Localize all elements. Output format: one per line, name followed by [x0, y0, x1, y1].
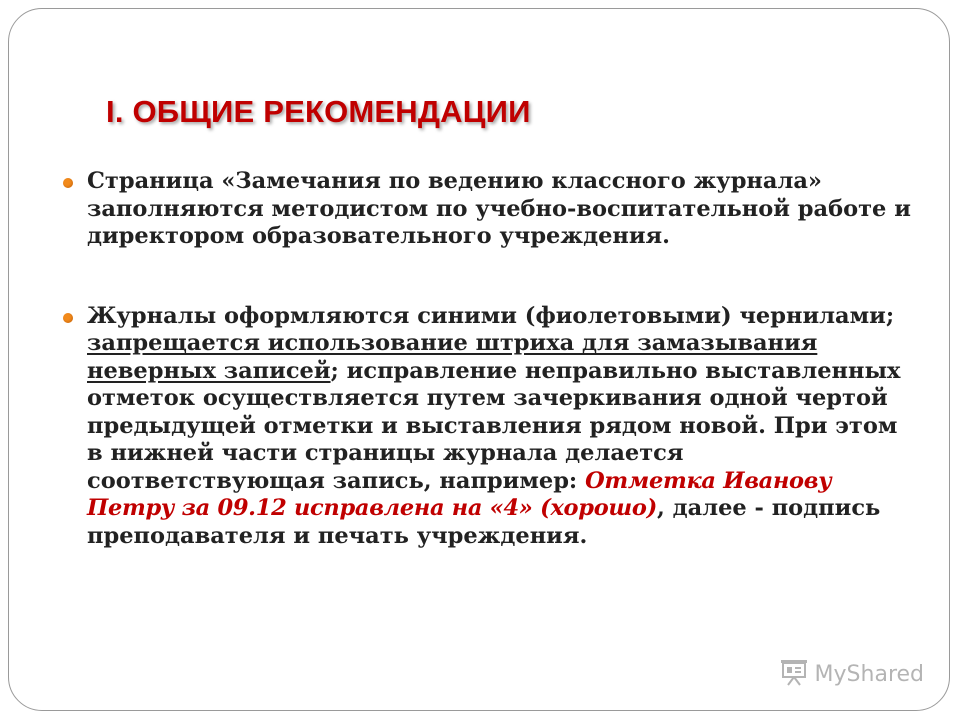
projector-screen-icon	[779, 658, 809, 690]
bullet-dot-icon	[63, 178, 73, 188]
bullet-dot-icon	[63, 313, 73, 323]
example-note: Отметка Иванову Петру за 09.12 исправлена на «4» (хорошо)	[87, 467, 832, 521]
bullet-text-start: Журналы оформляются синими (фиолетовыми) чернилами;	[87, 302, 895, 329]
bullet-text-end: , далее - подпись преподавателя и печать учреждения.	[87, 495, 881, 549]
bullet-list	[60, 168, 920, 550]
watermark-text: MyShared	[814, 661, 924, 687]
underlined-rule-text: запрещается использование штриха для замазывания неверных записей	[87, 330, 818, 384]
bullet-item-1	[60, 168, 920, 251]
watermark	[779, 658, 924, 690]
bullet-text: Страница «Замечания по ведению классного журнала» заполняются методистом по учебно-воспитательной работе и директором образовательного учреждения.	[87, 168, 911, 249]
slide-title: I. ОБЩИЕ РЕКОМЕНДАЦИИ	[106, 94, 531, 129]
bullet-item-2	[60, 303, 920, 551]
bullet-text-middle: ; исправление неправильно выставленных отметок осуществляется путем зачеркивания одной чертой предыдущей отметки и выставления рядом новой. При этом в нижней части страницы журнала делается соответствующая запись, например:	[87, 357, 901, 494]
